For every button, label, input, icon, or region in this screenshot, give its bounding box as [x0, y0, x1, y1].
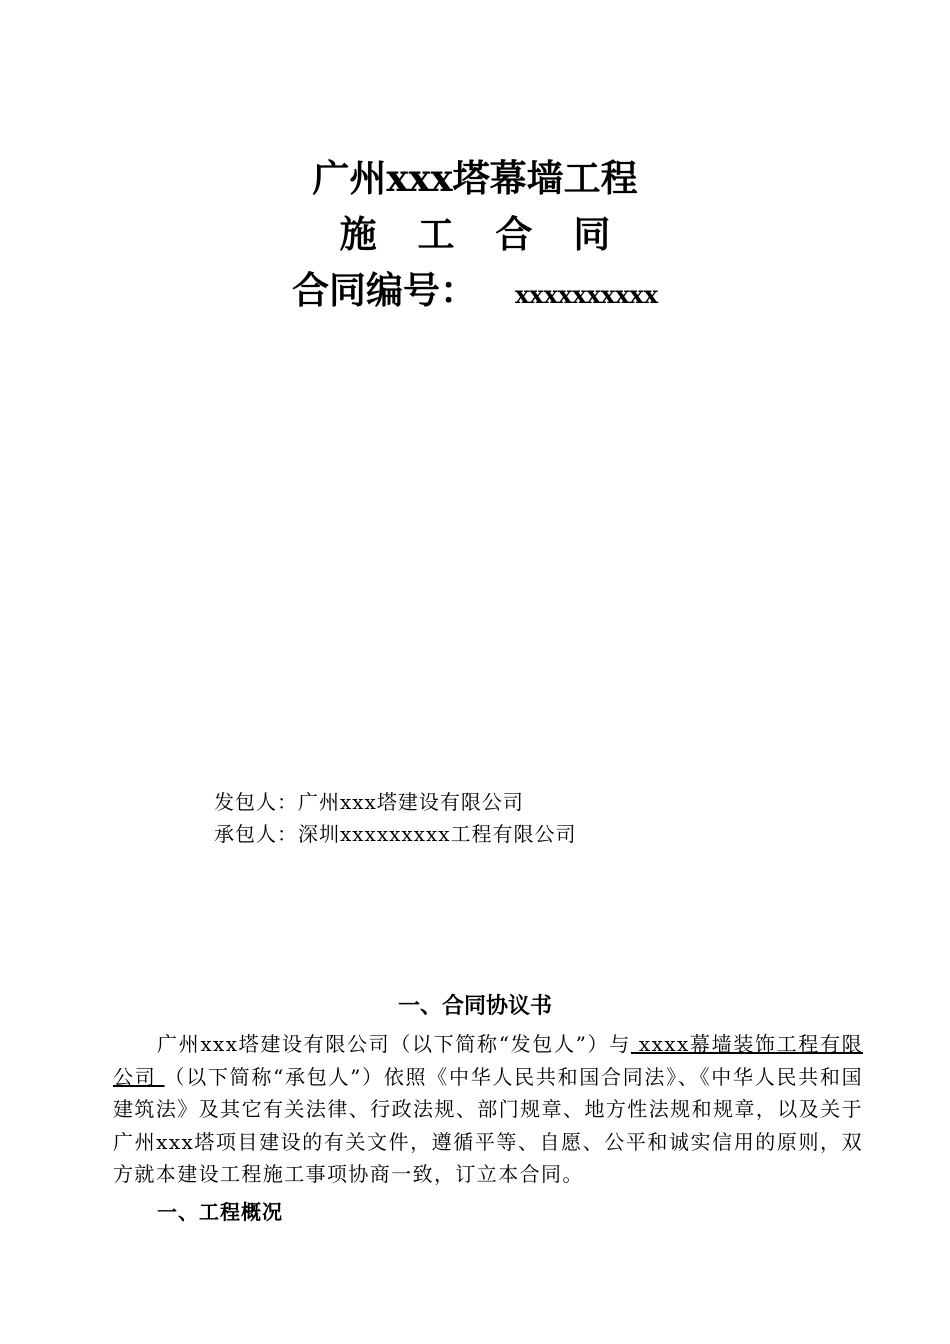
- employer-name: 广州xxx塔建设有限公司: [298, 790, 524, 814]
- employer-label: 发包人：: [214, 790, 298, 814]
- contract-number-label: 合同编号：: [291, 268, 477, 312]
- agreement-text-part2: （以下简称“承包人”）依照《中华人民共和国合同法》、《中华人民共和国建筑法》及其它有关法律、行政法规、部门规章、地方性法规和规章，以及关于广州xxx塔项目建设的有关文件，遵循平等、自愿、公平和诚实信用的原则，双方就本建设工程施工事项协商一致，订立本合同。: [113, 1064, 863, 1186]
- agreement-heading: 一、合同协议书: [397, 993, 552, 1019]
- agreement-text-part1: 广州xxx塔建设有限公司（以下简称“发包人”）与: [157, 1032, 631, 1056]
- contractor-row: [214, 818, 577, 850]
- section-1-heading: 一、工程概况: [157, 1200, 283, 1224]
- agreement-paragraph: [113, 1028, 863, 1191]
- agreement-contractor-name: xxxx幕墙装饰工程有限公司: [113, 1032, 863, 1089]
- contractor-name: 深圳xxxxxxxxx工程有限公司: [298, 822, 577, 846]
- project-title: 广州xxx塔幕墙工程: [312, 156, 638, 200]
- contract-type-title: 施 工 合 同: [339, 212, 625, 256]
- contract-number: [0, 262, 950, 323]
- parties-block: [214, 786, 577, 850]
- employer-row: [214, 786, 577, 818]
- contract-number-value: xxxxxxxxxx: [514, 280, 659, 309]
- cover-title-block: [0, 150, 950, 323]
- contractor-label: 承包人：: [214, 822, 298, 846]
